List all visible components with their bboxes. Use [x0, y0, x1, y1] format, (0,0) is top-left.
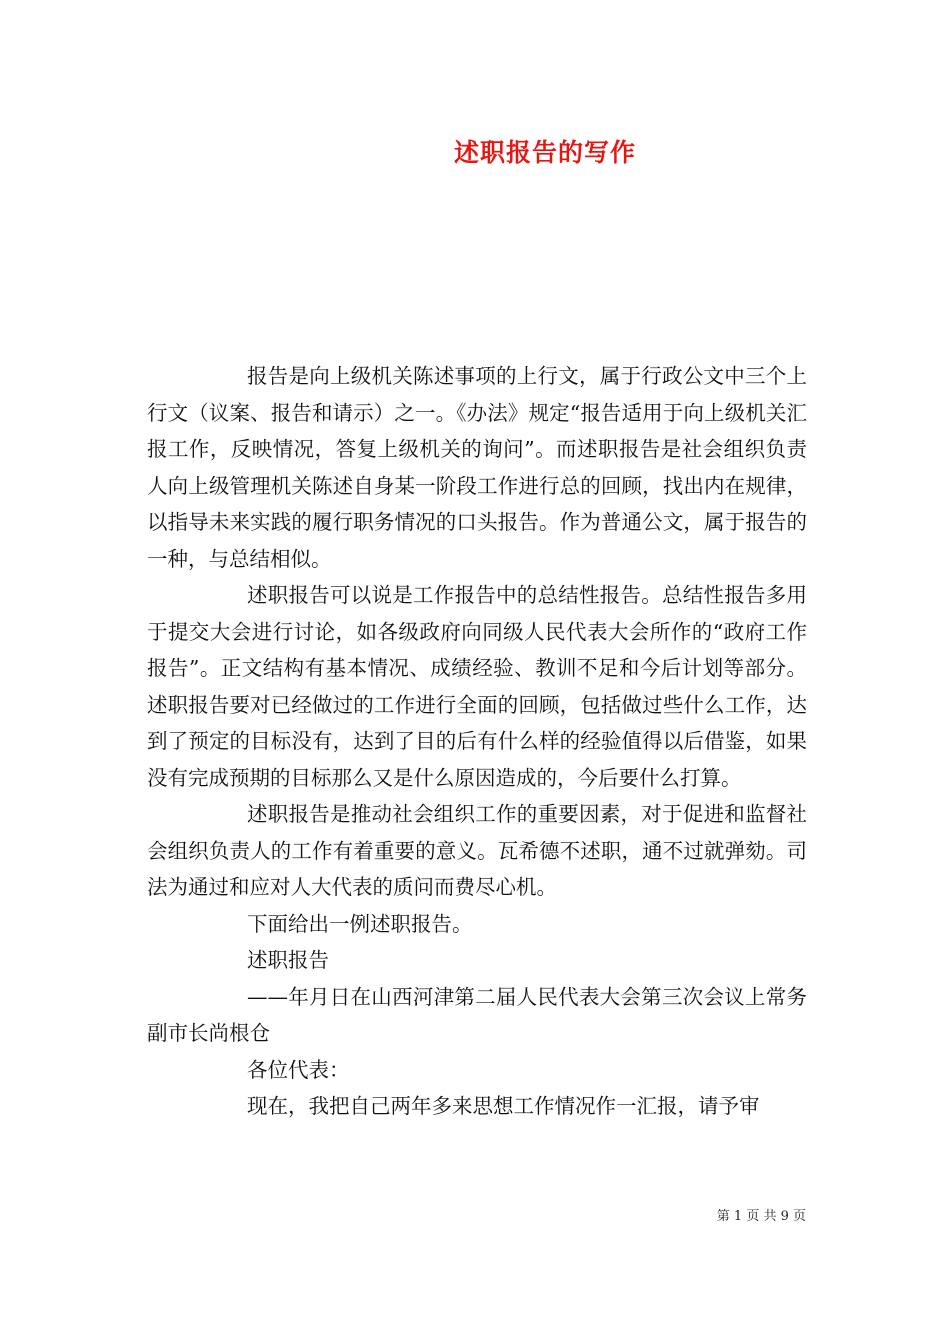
paragraph-1: 报告是向上级机关陈述事项的上行文，属于行政公文中三个上行文（议案、报告和请示）之一。《办法》规定“报告适用于向上级机关汇报工作，反映情况，答复上级机关的询问”。而述职报告是社会组织负责人向上级管理机关陈述自身某一阶段工作进行总的回顾，找出内在规律，以指导未来实践的履行职务情况的口头报告。作为普通公文，属于报告的一种，与总结相似。 [147, 364, 807, 571]
example-heading: 述职报告 [247, 948, 329, 972]
paragraph-3: 述职报告是推动社会组织工作的重要因素，对于促进和监督社会组织负责人的工作有着重要的意义。瓦希德不述职，通不过就弹劾。司法为通过和应对人大代表的质问而费尽心机。 [147, 802, 807, 899]
example-subtitle: ——年月日在山西河津第二届人民代表大会第三次会议上常务副市长尚根仓 [147, 984, 807, 1045]
document-title: 述职报告的写作 [453, 138, 636, 167]
paragraph-4: 下面给出一例述职报告。 [247, 911, 473, 936]
paragraph-2: 述职报告可以说是工作报告中的总结性报告。总结性报告多用于提交大会进行讨论，如各级政府向同级人民代表大会所作的“政府工作报告”。正文结构有基本情况、成绩经验、教训不足和今后计划等部分。述职报告要对已经做过的工作进行全面的回顾，包括做过些什么工作，达到了预定的目标没有，达到了目的后有什么样的经验值得以后借鉴，如果没有完成预期的目标那么又是什么原因造成的，今后要什么打算。 [147, 583, 807, 790]
page-number: 第 1 页 共 9 页 [716, 1209, 806, 1224]
document-body [147, 358, 807, 1125]
salutation: 各位代表： [247, 1057, 350, 1082]
paragraph-opening: 现在，我把自己两年多来思想工作情况作一汇报，请予审 [247, 1094, 760, 1118]
